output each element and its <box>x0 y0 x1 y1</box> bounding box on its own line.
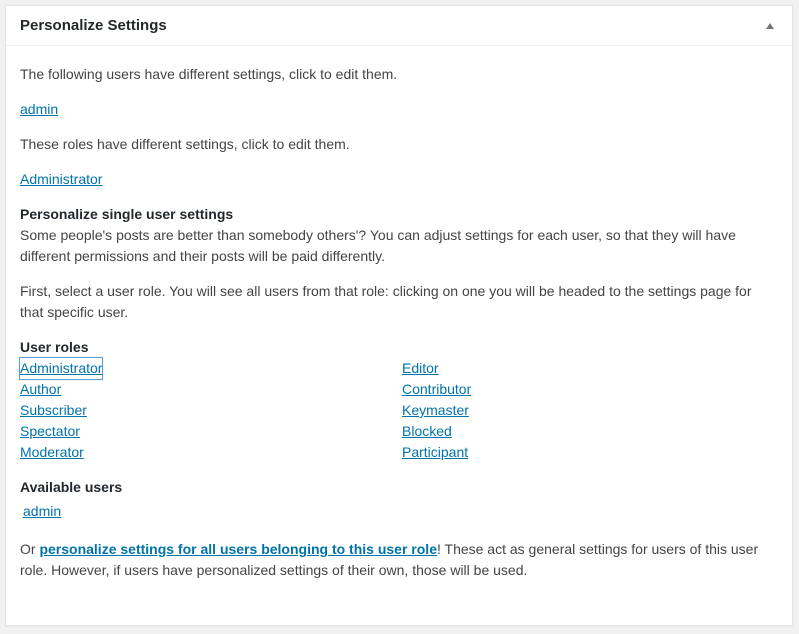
footer-prefix: Or <box>20 541 40 557</box>
panel-header[interactable] <box>6 6 792 46</box>
single-user-instruction: First, select a user role. You will see all users from that role: clicking on one you will be headed to the settings page for that specific user. <box>20 283 752 320</box>
footer-suffix: ! These act as general settings for users of this user role. However, if users have personalized settings of their own, those will be used. <box>20 541 759 578</box>
user-link-admin[interactable]: admin <box>20 101 59 117</box>
role-item-moderator[interactable]: Moderator <box>20 444 84 460</box>
user-roles-list <box>20 358 778 463</box>
role-item-participant[interactable]: Participant <box>402 444 469 460</box>
single-user-description: Some people's posts are better than somebody others'? You can adjust settings for each user, so that they will have different permissions and their posts will be paid differently. <box>20 227 736 264</box>
role-item-editor[interactable]: Editor <box>402 360 439 376</box>
role-item-blocked[interactable]: Blocked <box>402 423 452 439</box>
role-item-author[interactable]: Author <box>20 381 62 397</box>
panel-content <box>6 46 792 581</box>
user-roles-heading: User roles <box>20 339 89 355</box>
role-item-keymaster[interactable]: Keymaster <box>402 402 469 418</box>
single-user-heading: Personalize single user settings <box>20 206 234 222</box>
available-users-heading: Available users <box>20 479 123 495</box>
personalize-settings-panel <box>5 5 793 626</box>
panel-title: Personalize Settings <box>20 17 167 34</box>
role-item-spectator[interactable]: Spectator <box>20 423 80 439</box>
triangle-up-icon <box>766 23 774 29</box>
personalize-all-users-link[interactable]: personalize settings for all users belonging to this user role <box>39 541 437 557</box>
roles-different-text: These roles have different settings, click to edit them. <box>20 136 350 152</box>
collapse-toggle-button[interactable] <box>760 16 780 36</box>
role-item-administrator[interactable]: Administrator <box>20 358 102 379</box>
footer-text <box>20 539 778 581</box>
role-link-administrator[interactable]: Administrator <box>20 171 103 187</box>
role-item-subscriber[interactable]: Subscriber <box>20 402 87 418</box>
users-different-text: The following users have different settings, click to edit them. <box>20 66 398 82</box>
role-item-contributor[interactable]: Contributor <box>402 381 472 397</box>
available-user-admin[interactable]: admin <box>23 503 62 519</box>
